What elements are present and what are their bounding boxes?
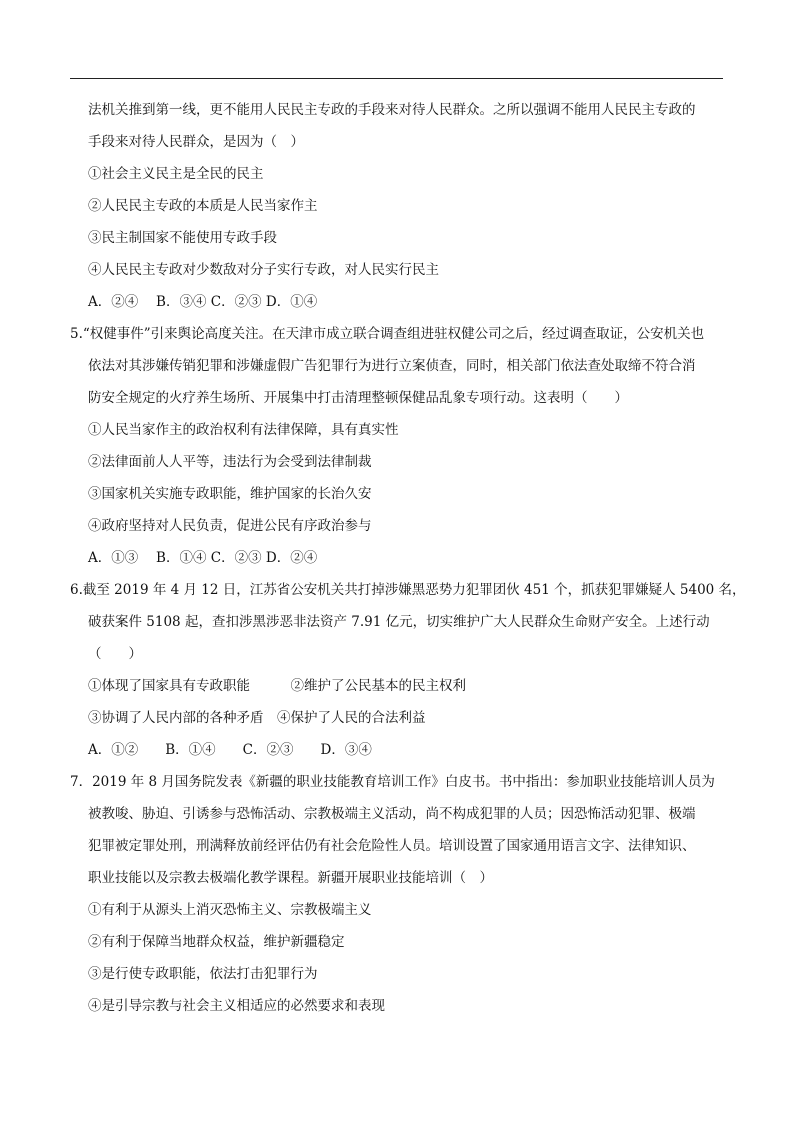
option-line: ①有利于从源头上消灭恐怖主义、宗教极端主义 <box>88 902 372 918</box>
option-line: ③国家机关实施专政职能，维护国家的长治久安 <box>88 486 372 502</box>
text-line: 防安全规定的火疗养生场所、开展集中打击清理整顿保健品乱象专项行动。这表明（ ） <box>88 390 628 406</box>
option-line: ④政府坚持对人民负责，促进公民有序政治参与 <box>88 518 372 534</box>
answer-choices: A．①② B．①④ C．②③ D．③④ <box>88 742 372 758</box>
option-line: ②法律面前人人平等，违法行为会受到法律制裁 <box>88 454 372 470</box>
text-line: （ ） <box>88 646 142 662</box>
answer-choices: A．②④ B．③④ C．②③ D．①④ <box>88 294 318 310</box>
question-stem: 5.“权健事件”引来舆论高度关注。在天津市成立联合调查组进驻权健公司之后，经过调查取证，公安机关也 <box>70 326 705 342</box>
answer-choices: A．①③ B．①④ C．②③ D．②④ <box>88 550 318 566</box>
question-stem: 7．2019 年 8 月国务院发表《新疆的职业技能教育培训工作》白皮书。书中指出：参加职业技能培训人员为 <box>70 774 715 790</box>
option-line: ④是引导宗教与社会主义相适应的必然要求和表现 <box>88 998 385 1014</box>
option-line: ④人民民主专政对少数敌对分子实行专政，对人民实行民主 <box>88 262 439 278</box>
text-line: 法机关推到第一线，更不能用人民民主专政的手段来对待人民群众。之所以强调不能用人民民主专政的 <box>88 102 696 118</box>
option-line: ①社会主义民主是全民的民主 <box>88 166 264 182</box>
text-line: 职业技能以及宗教去极端化教学课程。新疆开展职业技能培训（ ） <box>88 870 493 886</box>
option-line: ①体现了国家具有专政职能 ②维护了公民基本的民主权利 <box>88 678 466 694</box>
text-line: 手段来对待人民群众，是因为（ ） <box>88 134 304 150</box>
question-stem: 6.截至 2019 年 4 月 12 日，江苏省公安机关共打掉涉嫌黑恶势力犯罪团伙 451 个，抓获犯罪嫌疑人 5400 名， <box>70 582 746 598</box>
option-line: ②有利于保障当地群众权益，维护新疆稳定 <box>88 934 345 950</box>
text-line: 依法对其涉嫌传销犯罪和涉嫌虚假广告犯罪行为进行立案侦查，同时，相关部门依法查处取缔不符合消 <box>88 358 696 374</box>
text-line: 犯罪被定罪处刑，刑满释放前经评估仍有社会危险性人员。培训设置了国家通用语言文字、法律知识、 <box>88 838 696 854</box>
option-line: ③协调了人民内部的各种矛盾 ④保护了人民的合法利益 <box>88 710 426 726</box>
text-line: 破获案件 5108 起，查扣涉黑涉恶非法资产 7.91 亿元，切实维护广大人民群众生命财产安全。上述行动 <box>88 614 710 630</box>
option-line: ③民主制国家不能使用专政手段 <box>88 230 277 246</box>
text-line: 被教唆、胁迫、引诱参与恐怖活动、宗教极端主义活动，尚不构成犯罪的人员；因恐怖活动犯罪、极端 <box>88 806 696 822</box>
option-line: ②人民民主专政的本质是人民当家作主 <box>88 198 318 214</box>
option-line: ③是行使专政职能，依法打击犯罪行为 <box>88 966 318 982</box>
option-line: ①人民当家作主的政治权利有法律保障，具有真实性 <box>88 422 399 438</box>
header-rule <box>70 78 723 79</box>
